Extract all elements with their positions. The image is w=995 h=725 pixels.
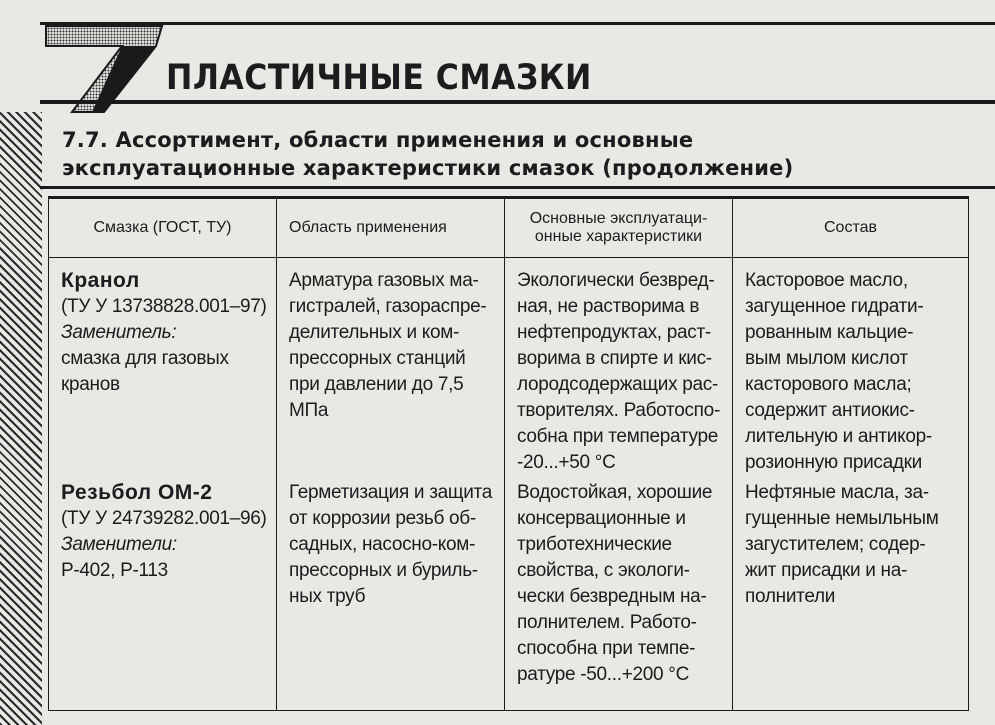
lubricant-name: Кранол [61, 269, 140, 292]
cell-composition-line: касторового масла; [745, 374, 912, 395]
column-header-lubricant: Смазка (ГОСТ, ТУ) [49, 198, 277, 258]
cell-application-line: при давлении до 7,5 [289, 374, 464, 395]
section-rule [40, 186, 995, 189]
header-line: онные характеристики [534, 228, 703, 245]
cell-characteristics-line: творителях. Работоспо- [517, 400, 720, 421]
cell-application-line: МПа [289, 400, 329, 421]
cell-characteristics-line: нефтепродуктах, раст- [517, 322, 711, 343]
section-title-line: эксплуатационные характеристики смазок (продолжение) [62, 156, 794, 180]
table-header-row [49, 198, 969, 258]
cell-characteristics-line: Водостойкая, хорошие [517, 482, 713, 503]
cell-characteristics-line: собна при температуре [517, 426, 718, 447]
substitute-line: смазка для газовых [61, 348, 229, 369]
cell-composition-line: Касторовое масло, [745, 270, 908, 291]
cell-composition-line: загустителем; содер- [745, 534, 926, 555]
cell-characteristics-line: консервационные и [517, 508, 686, 529]
cell-application-line: от коррозии резьб об- [289, 508, 476, 529]
table-row [49, 258, 969, 479]
cell-application-line: ных труб [289, 586, 366, 607]
cell-lubricant [49, 478, 277, 711]
cell-characteristics-line: ворима в спирте и кис- [517, 348, 712, 369]
chapter-title: ПЛАСТИЧНЫЕ СМАЗКИ [166, 58, 592, 98]
cell-composition-line: рованным кальцие- [745, 322, 914, 343]
section-title [62, 126, 862, 182]
cell-composition-line: загущенное гидрати- [745, 296, 924, 317]
cell-application-line: Арматура газовых ма- [289, 270, 479, 291]
cell-characteristics-line: ная, не растворима в [517, 296, 700, 317]
substitute-label: Заменитель: [61, 322, 177, 343]
cell-composition-line: гущенные немыльным [745, 508, 939, 529]
cell-application [277, 258, 505, 479]
lubricant-spec: (ТУ У 24739282.001–96) [61, 508, 267, 529]
cell-characteristics-line: полнителем. Работо- [517, 612, 697, 633]
lubricant-spec: (ТУ У 13738828.001–97) [61, 296, 267, 317]
cell-characteristics-line: способна при темпе- [517, 638, 696, 659]
cell-characteristics-line: Экологически безвред- [517, 270, 715, 291]
cell-application-line: делительных и ком- [289, 322, 460, 343]
cell-characteristics-line: чески безвредным на- [517, 586, 707, 607]
cell-composition-line: содержит антиокис- [745, 400, 915, 421]
cell-composition-line: лительную и антикор- [745, 426, 932, 447]
column-header-application: Область применения [277, 198, 505, 258]
cell-composition-line: жит присадки и на- [745, 560, 908, 581]
left-margin-hatching [0, 112, 42, 725]
cell-composition-line: Нефтяные масла, за- [745, 482, 929, 503]
cell-application [277, 478, 505, 711]
cell-application-line: прессорных станций [289, 348, 466, 369]
cell-characteristics-line: ратуре -50...+200 °С [517, 664, 690, 685]
cell-characteristics-line: -20...+50 °С [517, 452, 616, 473]
section-title-line: 7.7. Ассортимент, области применения и основные [62, 128, 694, 152]
top-rule [40, 22, 995, 25]
cell-lubricant [49, 258, 277, 479]
substitute-label: Заменители: [61, 534, 177, 555]
cell-application-line: садных, насосно-ком- [289, 534, 476, 555]
substitute-line: кранов [61, 374, 120, 395]
cell-composition-line: розионную присадки [745, 452, 922, 473]
column-header-composition: Состав [733, 198, 969, 258]
lubricant-name: Резьбол ОМ-2 [61, 481, 213, 504]
cell-application-line: гистралей, газораспре- [289, 296, 487, 317]
cell-composition [733, 258, 969, 479]
cell-characteristics [505, 478, 733, 711]
substitute-line: Р-402, Р-113 [61, 560, 168, 581]
cell-characteristics [505, 258, 733, 479]
header-line: Основные эксплуатаци- [529, 210, 708, 227]
cell-application-line: прессорных и буриль- [289, 560, 478, 581]
cell-application-line: Герметизация и защита [289, 482, 492, 503]
column-header-characteristics [505, 198, 733, 258]
cell-composition-line: полнители [745, 586, 836, 607]
heading-rule [40, 100, 995, 104]
table-row [49, 478, 969, 711]
cell-composition [733, 478, 969, 711]
cell-characteristics-line: свойства, с экологи- [517, 560, 690, 581]
cell-characteristics-line: лородсодержащих рас- [517, 374, 719, 395]
lubricants-table [48, 196, 969, 711]
cell-composition-line: вым мылом кислот [745, 348, 908, 369]
cell-characteristics-line: триботехнические [517, 534, 672, 555]
